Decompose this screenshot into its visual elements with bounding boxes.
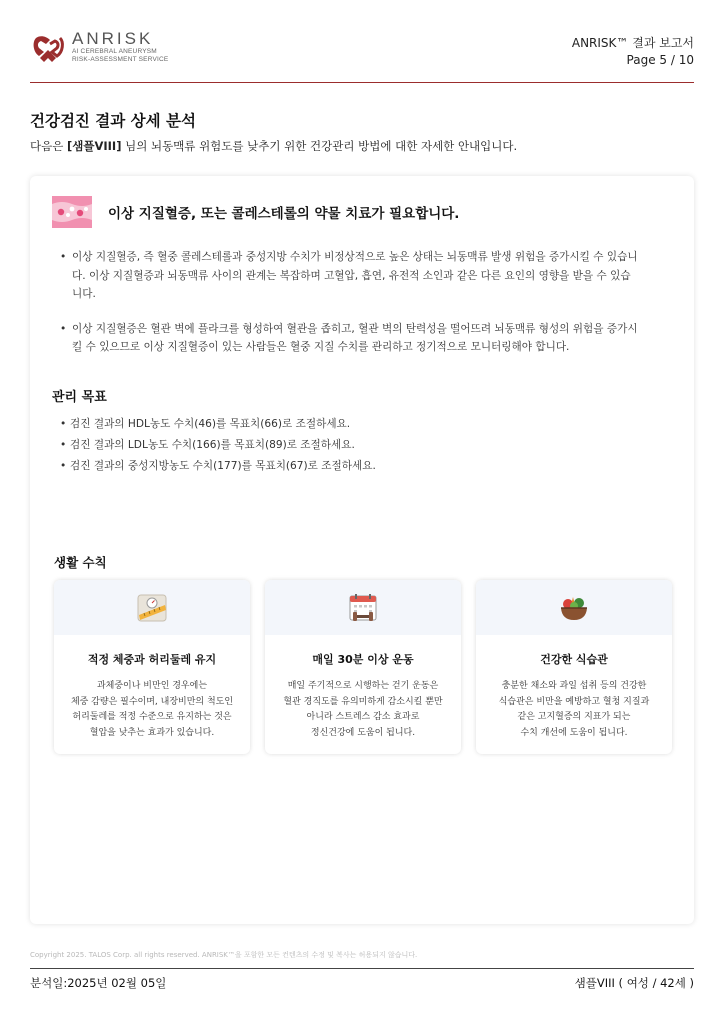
tip-title: 건강한 식습관 bbox=[540, 653, 608, 666]
patient-info: 샘플VIII ( 여성 / 42세 ) bbox=[574, 976, 694, 990]
lifestyle-title: 생활 수칙 bbox=[54, 555, 107, 570]
anrisk-logo-icon bbox=[30, 30, 66, 66]
tip-body: 매일 주기적으로 시행하는 걷기 운동은 혈관 경직도를 유의미하게 감소시킬 뿐만 아니라 스트레스 감소 효과로 정신건강에 도움이 됩니다. bbox=[283, 681, 443, 738]
explanation-item: • 이상 지질혈증은 혈관 벽에 플라크를 형성하여 혈관을 좁히고, 혈관 벽의 탄력성을 떨어뜨려 뇌동맥류 형성의 위험을 증가시킬 수 있으므로 이상 지질혈증이 있는 사람들은 혈중 지질 수치를 관리하고 정기적으로 모니터링해야 합니다. bbox=[60, 320, 640, 357]
goal-item: • 검진 결과의 중성지방농도 수치(177)를 목표치(67)로 조절하세요. bbox=[60, 456, 376, 477]
logo-name: ANRISK bbox=[72, 29, 154, 48]
vegetable-bowl-icon bbox=[557, 591, 591, 625]
header-divider bbox=[30, 82, 694, 83]
analysis-date: 분석일:2025년 02월 05일 bbox=[30, 976, 167, 990]
analysis-card bbox=[30, 176, 694, 924]
page-number: Page 5 / 10 bbox=[626, 53, 694, 67]
tip-body: 충분한 채소와 과일 섭취 등의 건강한 식습관은 비만을 예방하고 혈청 지질과 같은 고지혈증의 지표가 되는 수치 개선에 도움이 됩니다. bbox=[498, 681, 650, 738]
tip-card-exercise bbox=[265, 580, 461, 754]
tip-header bbox=[265, 580, 461, 635]
logo-subtitle-2: RISK-ASSESSMENT SERVICE bbox=[72, 56, 169, 63]
card-header bbox=[52, 196, 459, 228]
section-description bbox=[30, 138, 517, 154]
goal-item: • 검진 결과의 HDL농도 수치(46)를 목표치(66)로 조절하세요. bbox=[60, 414, 376, 435]
explanation-list bbox=[60, 248, 640, 373]
logo-subtitle-1: AI CEREBRAL ANEURYSM bbox=[72, 48, 157, 55]
footer-divider bbox=[30, 968, 694, 969]
tape-measure-icon bbox=[135, 591, 169, 625]
tip-card-weight bbox=[54, 580, 250, 754]
goal-item: • 검진 결과의 LDL농도 수치(166)를 목표치(89)로 조절하세요. bbox=[60, 435, 376, 456]
patient-name: [샘플VIII] bbox=[66, 139, 122, 153]
report-title: ANRISK™ 결과 보고서 bbox=[571, 36, 694, 50]
tip-header bbox=[54, 580, 250, 635]
desc-prefix: 다음은 bbox=[30, 139, 67, 153]
tip-card-diet bbox=[476, 580, 672, 754]
card-title: 이상 지질혈증, 또는 콜레스테롤의 약물 치료가 필요합니다. bbox=[108, 206, 460, 222]
lifestyle-tips bbox=[54, 580, 672, 754]
anrisk-logo bbox=[30, 30, 168, 66]
tip-title: 적정 체중과 허리둘레 유지 bbox=[87, 653, 217, 666]
desc-suffix: 님의 뇌동맥류 위험도를 낮추기 위한 건강관리 방법에 대한 자세한 안내입니다. bbox=[121, 139, 518, 153]
calendar-dumbbell-icon bbox=[346, 591, 380, 625]
goal-title: 관리 목표 bbox=[52, 390, 107, 405]
report-title-block bbox=[572, 35, 694, 69]
tip-title: 매일 30분 이상 운동 bbox=[312, 653, 414, 666]
explanation-item: • 이상 지질혈증, 즉 혈중 콜레스테롤과 중성지방 수치가 비정상적으로 높은 상태는 뇌동맥류 발생 위험을 증가시킬 수 있습니다. 이상 지질혈증과 뇌동맥류 사이의 관계는 복잡하며 고혈압, 흡연, 유전적 소인과 같은 다른 요인의 영향을 받을 수 있습니다. bbox=[60, 248, 640, 304]
section-title: 건강검진 결과 상세 분석 bbox=[30, 112, 196, 130]
tip-body: 과체중이나 비만인 경우에는 체중 감량은 필수이며, 내장비만의 척도인 허리둘레를 적정 수준으로 유지하는 것은 혈압을 낮추는 효과가 있습니다. bbox=[70, 681, 234, 738]
tip-header bbox=[476, 580, 672, 635]
copyright-notice: Copyright 2025. TALOS Corp. all rights reserved. ANRISK™을 포함한 모든 컨텐츠의 수정 및 복사는 허용되지 않습니다. bbox=[30, 951, 418, 959]
blood-lipid-icon bbox=[52, 196, 92, 228]
page-header bbox=[30, 28, 694, 84]
goal-list bbox=[60, 414, 376, 477]
